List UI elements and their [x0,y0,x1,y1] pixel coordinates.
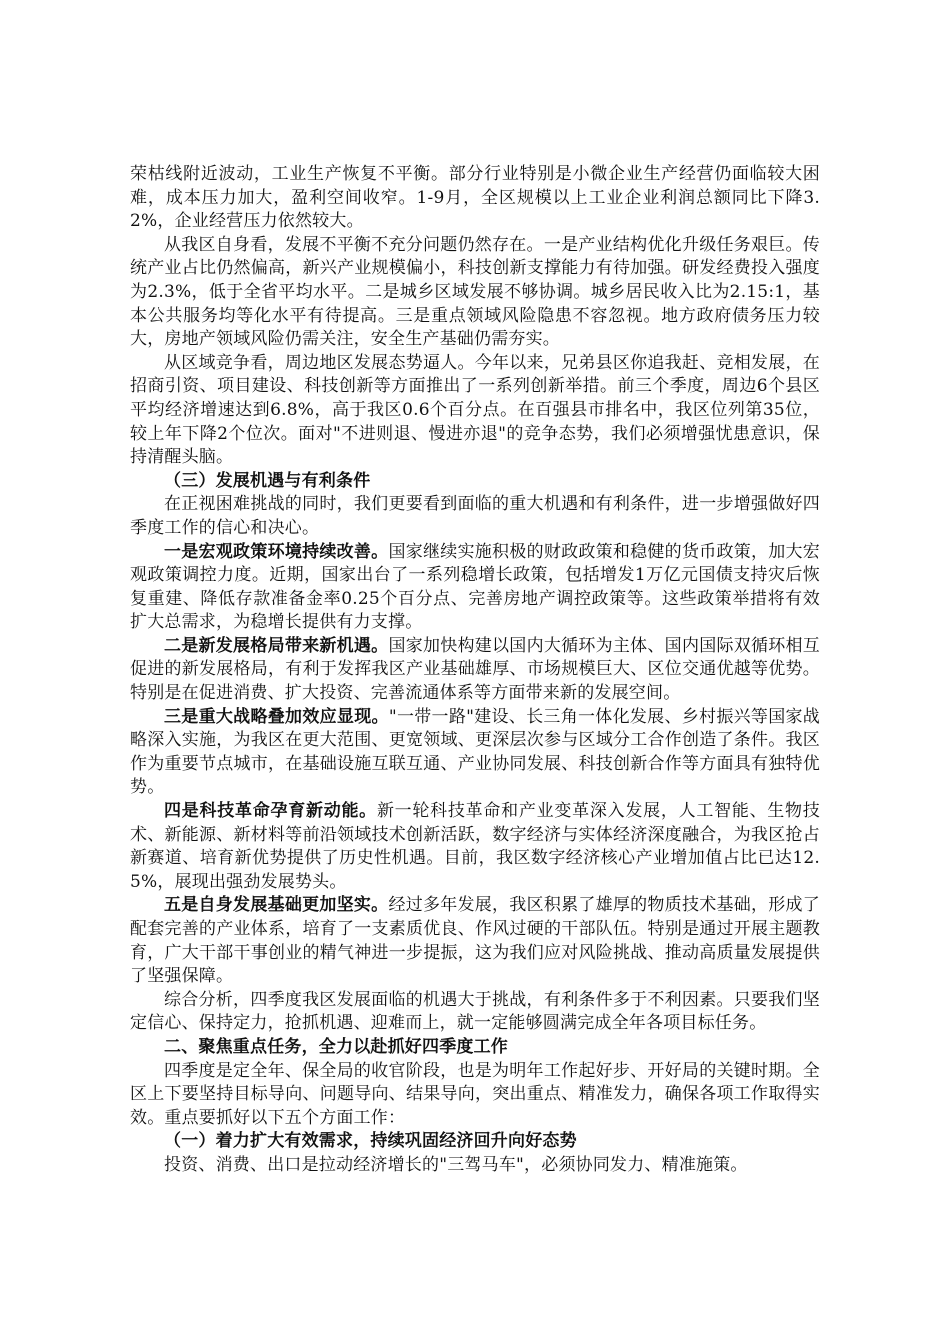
lead-solid-foundation: 五是自身发展基础更加坚实。 [164,895,389,916]
paragraph-regional-competition: 从区域竞争看，周边地区发展态势逼人。今年以来，兄弟县区你追我赶、竞相发展，在招商引资、项目建设、科技创新等方面推出了一系列创新举措。前三个季度，周边6个县区平均经济增速达到6.8%，高于我区0.6个百分点。在百强县市排名中，我区位列第35位，较上年下降2个位次。面对"不进则退、慢进亦退"的竞争态势，我们必须增强忧患意识，保持清醒头脑。 [130,352,820,468]
lead-new-pattern: 二是新发展格局带来新机遇。 [164,635,389,656]
paragraph-q4-intro: 四季度是定全年、保全局的收官阶段，也是为明年工作起好步、开好局的关键时期。全区上下要坚持目标导向、问题导向、结果导向，突出重点、精准发力，确保各项工作取得实效。重点要抓好以下五个方面工作： [130,1060,820,1128]
paragraph-tech-revolution [130,800,820,894]
lead-macro-policy: 一是宏观政策环境持续改善。 [164,541,389,562]
paragraph-macro-policy [130,541,820,635]
section-heading-demand: （一）着力扩大有效需求，持续巩固经济回升向好态势 [164,1131,577,1152]
text-macro-policy: 国家继续实施积极的财政政策和稳健的货币政策，加大宏观政策调控力度。近期，国家出台了一系列稳增长政策，包括增发1万亿元国债支持灾后恢复重建、降低存款准备金率0.25个百分点、完善房地产调控政策等。这些政策举措将有效扩大总需求，为稳增长提供有力支撑。 [130,541,821,633]
section-heading-key-tasks: 二、聚焦重点任务，全力以赴抓好四季度工作 [164,1036,508,1057]
lead-major-strategies: 三是重大战略叠加效应显现。 [164,706,389,727]
paragraph-industrial-fluctuation: 荣枯线附近波动，工业生产恢复不平衡。部分行业特别是小微企业生产经营仍面临较大困难，成本压力加大，盈利空间收窄。1-9月，全区规模以上工业企业利润总额同比下降3.2%，企业经营压力依然较大。 [130,164,820,232]
text-tech-revolution: 新一轮科技革命和产业变革深入发展，人工智能、生物技术、新能源、新材料等前沿领域技术创新活跃，数字经济与实体经济深度融合，为我区抢占新赛道、培育新优势提供了历史性机遇。目前，我区数字经济核心产业增加值占比已达12.5%，展现出强劲发展势头。 [130,801,820,892]
text-major-strategies: "一带一路"建设、长三角一体化发展、乡村振兴等国家战略深入实施，为我区在更大范围、更宽领域、更深层次参与区域分工合作创造了条件。我区作为重要节点城市，在基础设施互联互通、产业协同发展、科技创新合作等方面具有独特优势。 [130,706,820,798]
section-heading-opportunities: （三）发展机遇与有利条件 [164,470,371,491]
lead-tech-revolution: 四是科技革命孕育新动能。 [164,801,377,822]
paragraph-opportunities-intro: 在正视困难挑战的同时，我们更要看到面临的重大机遇和有利条件，进一步增强做好四季度工作的信心和决心。 [130,494,820,538]
document-page [130,163,820,1178]
paragraph-three-engines: 投资、消费、出口是拉动经济增长的"三驾马车"，必须协同发力、精准施策。 [164,1154,748,1175]
paragraph-internal-imbalance: 从我区自身看，发展不平衡不充分问题仍然存在。一是产业结构优化升级任务艰巨。传统产业占比仍然偏高，新兴产业规模偏小，科技创新支撑能力有待加强。研发经费投入强度为2.3%，低于全省平均水平。二是城乡区域发展不够协调。城乡居民收入比为2.15:1，基本公共服务均等化水平有待提高。三是重点领域风险隐患不容忽视。地方政府债务压力较大，房地产领域风险仍需关注，安全生产基础仍需夯实。 [130,234,820,350]
paragraph-new-pattern [130,635,820,706]
paragraph-overall-analysis: 综合分析，四季度我区发展面临的机遇大于挑战，有利条件多于不利因素。只要我们坚定信心、保持定力，抢抓机遇、迎难而上，就一定能够圆满完成全年各项目标任务。 [130,989,820,1034]
text-new-pattern: 国家加快构建以国内大循环为主体、国内国际双循环相互促进的新发展格局，有利于发挥我区产业基础雄厚、市场规模巨大、区位交通优越等优势。特别是在促进消费、扩大投资、完善流通体系等方面带来新的发展空间。 [130,635,821,704]
paragraph-solid-foundation [130,894,820,988]
paragraph-major-strategies [130,706,820,800]
text-solid-foundation: 经过多年发展，我区积累了雄厚的物质技术基础，形成了配套完善的产业体系，培育了一支素质优良、作风过硬的干部队伍。特别是通过开展主题教育，广大干部干事创业的精气神进一步提振，这为我们应对风险挑战、推动高质量发展提供了坚强保障。 [130,895,821,987]
